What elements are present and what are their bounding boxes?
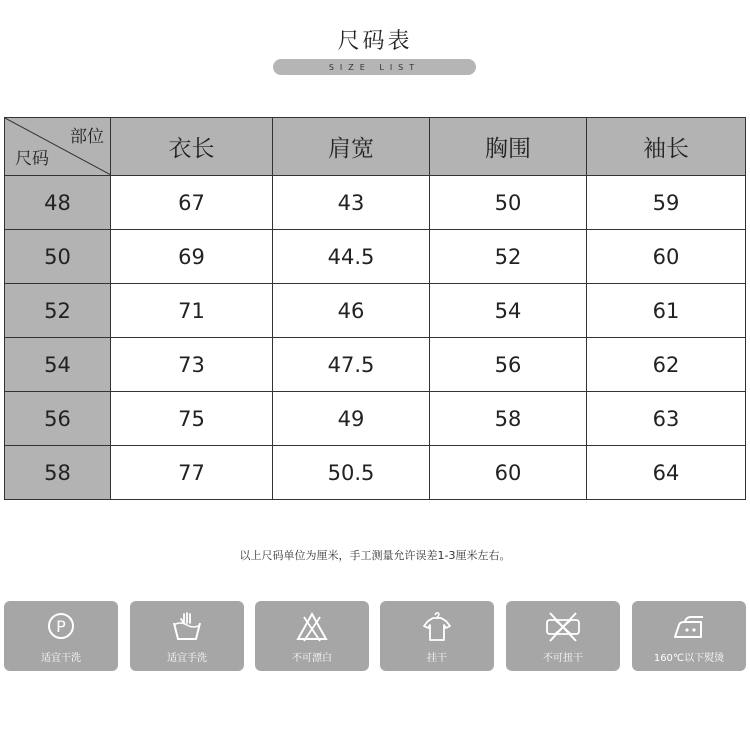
page-title: 尺码表 [337, 29, 413, 54]
size-cell: 48 [5, 176, 111, 230]
measurement-note: 以上尺码单位为厘米，手工测量允许误差1-3厘米左右。 [239, 549, 511, 562]
table-row [5, 392, 746, 446]
table-cell: 60 [587, 230, 746, 284]
table-cell: 44.5 [273, 230, 430, 284]
size-cell: 52 [5, 284, 111, 338]
table-cell: 61 [587, 284, 746, 338]
iron-icon [669, 611, 709, 643]
table-row [5, 446, 746, 500]
table-row [5, 176, 746, 230]
table-cell: 49 [273, 392, 430, 446]
subtitle-pill: SIZE LIST [273, 59, 476, 75]
corner-label-size: 尺码 [15, 149, 49, 169]
care-label: 挂干 [427, 653, 447, 664]
table-row [5, 230, 746, 284]
table-cell: 62 [587, 338, 746, 392]
care-label: 不可漂白 [292, 653, 332, 664]
hang-dry-icon [417, 611, 457, 643]
table-cell: 52 [430, 230, 587, 284]
dry-clean-icon [41, 611, 81, 643]
care-card-no-wring [506, 601, 620, 671]
table-row [5, 338, 746, 392]
table-cell: 71 [111, 284, 273, 338]
table-cell: 50.5 [273, 446, 430, 500]
care-card-hand-wash [130, 601, 244, 671]
care-label: 适宜手洗 [167, 653, 207, 664]
table-cell: 50 [430, 176, 587, 230]
size-table [4, 117, 746, 500]
table-cell: 59 [587, 176, 746, 230]
table-cell: 64 [587, 446, 746, 500]
care-instructions [4, 601, 746, 671]
care-label: 160℃以下熨烫 [653, 653, 725, 664]
care-card-iron [632, 601, 746, 671]
table-cell: 43 [273, 176, 430, 230]
table-cell: 73 [111, 338, 273, 392]
table-cell: 60 [430, 446, 587, 500]
care-card-no-bleach [255, 601, 369, 671]
size-cell: 56 [5, 392, 111, 446]
table-cell: 67 [111, 176, 273, 230]
no-wring-icon [543, 611, 583, 643]
table-cell: 77 [111, 446, 273, 500]
table-cell: 54 [430, 284, 587, 338]
size-cell: 58 [5, 446, 111, 500]
table-cell: 56 [430, 338, 587, 392]
column-header: 肩宽 [273, 118, 430, 176]
table-cell: 58 [430, 392, 587, 446]
table-cell: 47.5 [273, 338, 430, 392]
table-cell: 63 [587, 392, 746, 446]
table-row [5, 284, 746, 338]
svg-text:P: P [56, 617, 66, 636]
column-header: 胸围 [430, 118, 587, 176]
table-cell: 75 [111, 392, 273, 446]
corner-label-part: 部位 [70, 127, 104, 147]
column-header: 袖长 [587, 118, 746, 176]
care-card-dry-clean [4, 601, 118, 671]
header-row [5, 118, 746, 176]
size-cell: 50 [5, 230, 111, 284]
table-cell: 69 [111, 230, 273, 284]
care-card-hang-dry [380, 601, 494, 671]
care-label: 不可扭干 [543, 653, 583, 664]
care-label: 适宜干洗 [41, 653, 81, 664]
corner-cell [5, 118, 111, 176]
column-header: 衣长 [111, 118, 273, 176]
table-cell: 46 [273, 284, 430, 338]
size-cell: 54 [5, 338, 111, 392]
no-bleach-icon [292, 611, 332, 643]
hand-wash-icon [167, 611, 207, 643]
